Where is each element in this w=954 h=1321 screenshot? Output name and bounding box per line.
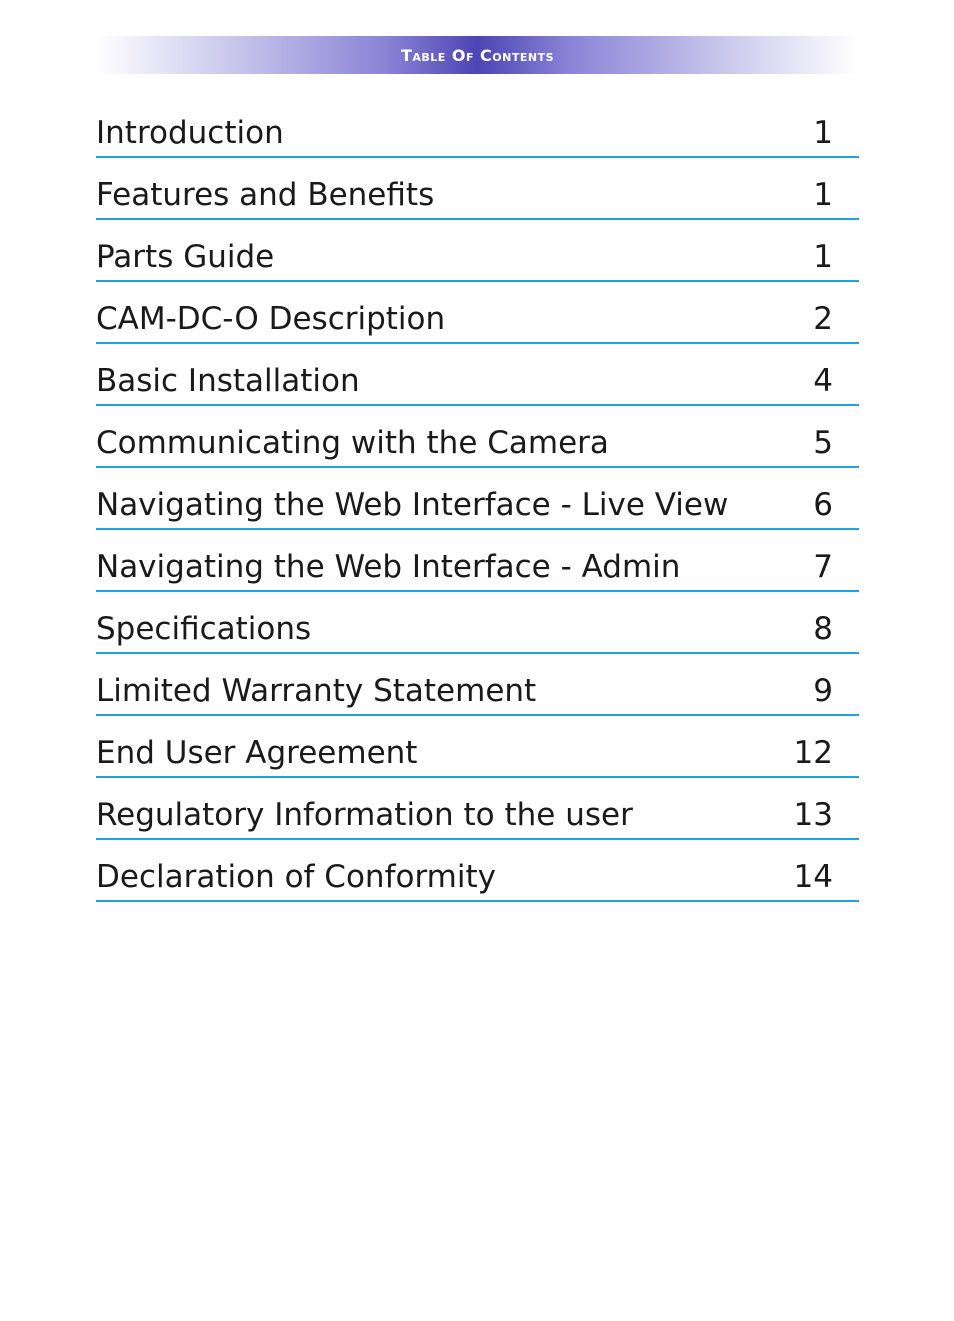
toc-entry-end-user-agreement[interactable] (96, 716, 859, 778)
toc-entry-page: 9 (813, 673, 833, 709)
toc-entry-title: Parts Guide (96, 239, 275, 275)
page-title: Table Of Contents (400, 46, 555, 65)
toc-entry-page: 1 (813, 177, 833, 213)
toc-entry-page: 6 (813, 487, 833, 523)
toc-entry-title: Declaration of Conformity (96, 859, 496, 895)
toc-entry-specifications[interactable] (96, 592, 859, 654)
toc-entry-title: End User Agreement (96, 735, 418, 771)
toc-entry-regulatory-information[interactable] (96, 778, 859, 840)
toc-entry-title: Introduction (96, 115, 284, 151)
toc-entry-title: Communicating with the Camera (96, 425, 609, 461)
toc-entry-title: Basic Installation (96, 363, 360, 399)
toc-entry-title: Regulatory Information to the user (96, 797, 633, 833)
toc-entry-page: 1 (813, 115, 833, 151)
toc-entry-title: Limited Warranty Statement (96, 673, 537, 709)
toc-entry-parts-guide[interactable] (96, 220, 859, 282)
toc-entry-title: Navigating the Web Interface - Admin (96, 549, 681, 585)
toc-entry-page: 14 (793, 859, 833, 895)
toc-entry-limited-warranty[interactable] (96, 654, 859, 716)
toc-entry-page: 7 (813, 549, 833, 585)
toc-entry-title: CAM-DC-O Description (96, 301, 446, 337)
toc-entry-features-and-benefits[interactable] (96, 158, 859, 220)
toc-entry-title: Features and Benefits (96, 177, 435, 213)
toc-entry-page: 12 (793, 735, 833, 771)
toc-entry-page: 13 (793, 797, 833, 833)
toc-entry-page: 4 (813, 363, 833, 399)
toc-entry-basic-installation[interactable] (96, 344, 859, 406)
header-band (96, 36, 859, 74)
toc-entry-title: Specifications (96, 611, 312, 647)
toc-entry-communicating[interactable] (96, 406, 859, 468)
toc-entry-description[interactable] (96, 282, 859, 344)
toc-entry-page: 8 (813, 611, 833, 647)
toc-entry-page: 2 (813, 301, 833, 337)
table-of-contents (96, 96, 859, 902)
toc-entry-title: Navigating the Web Interface - Live View (96, 487, 729, 523)
toc-entry-page: 5 (813, 425, 833, 461)
toc-entry-declaration-of-conformity[interactable] (96, 840, 859, 902)
toc-entry-web-admin[interactable] (96, 530, 859, 592)
toc-entry-introduction[interactable] (96, 96, 859, 158)
toc-entry-page: 1 (813, 239, 833, 275)
toc-entry-web-live-view[interactable] (96, 468, 859, 530)
